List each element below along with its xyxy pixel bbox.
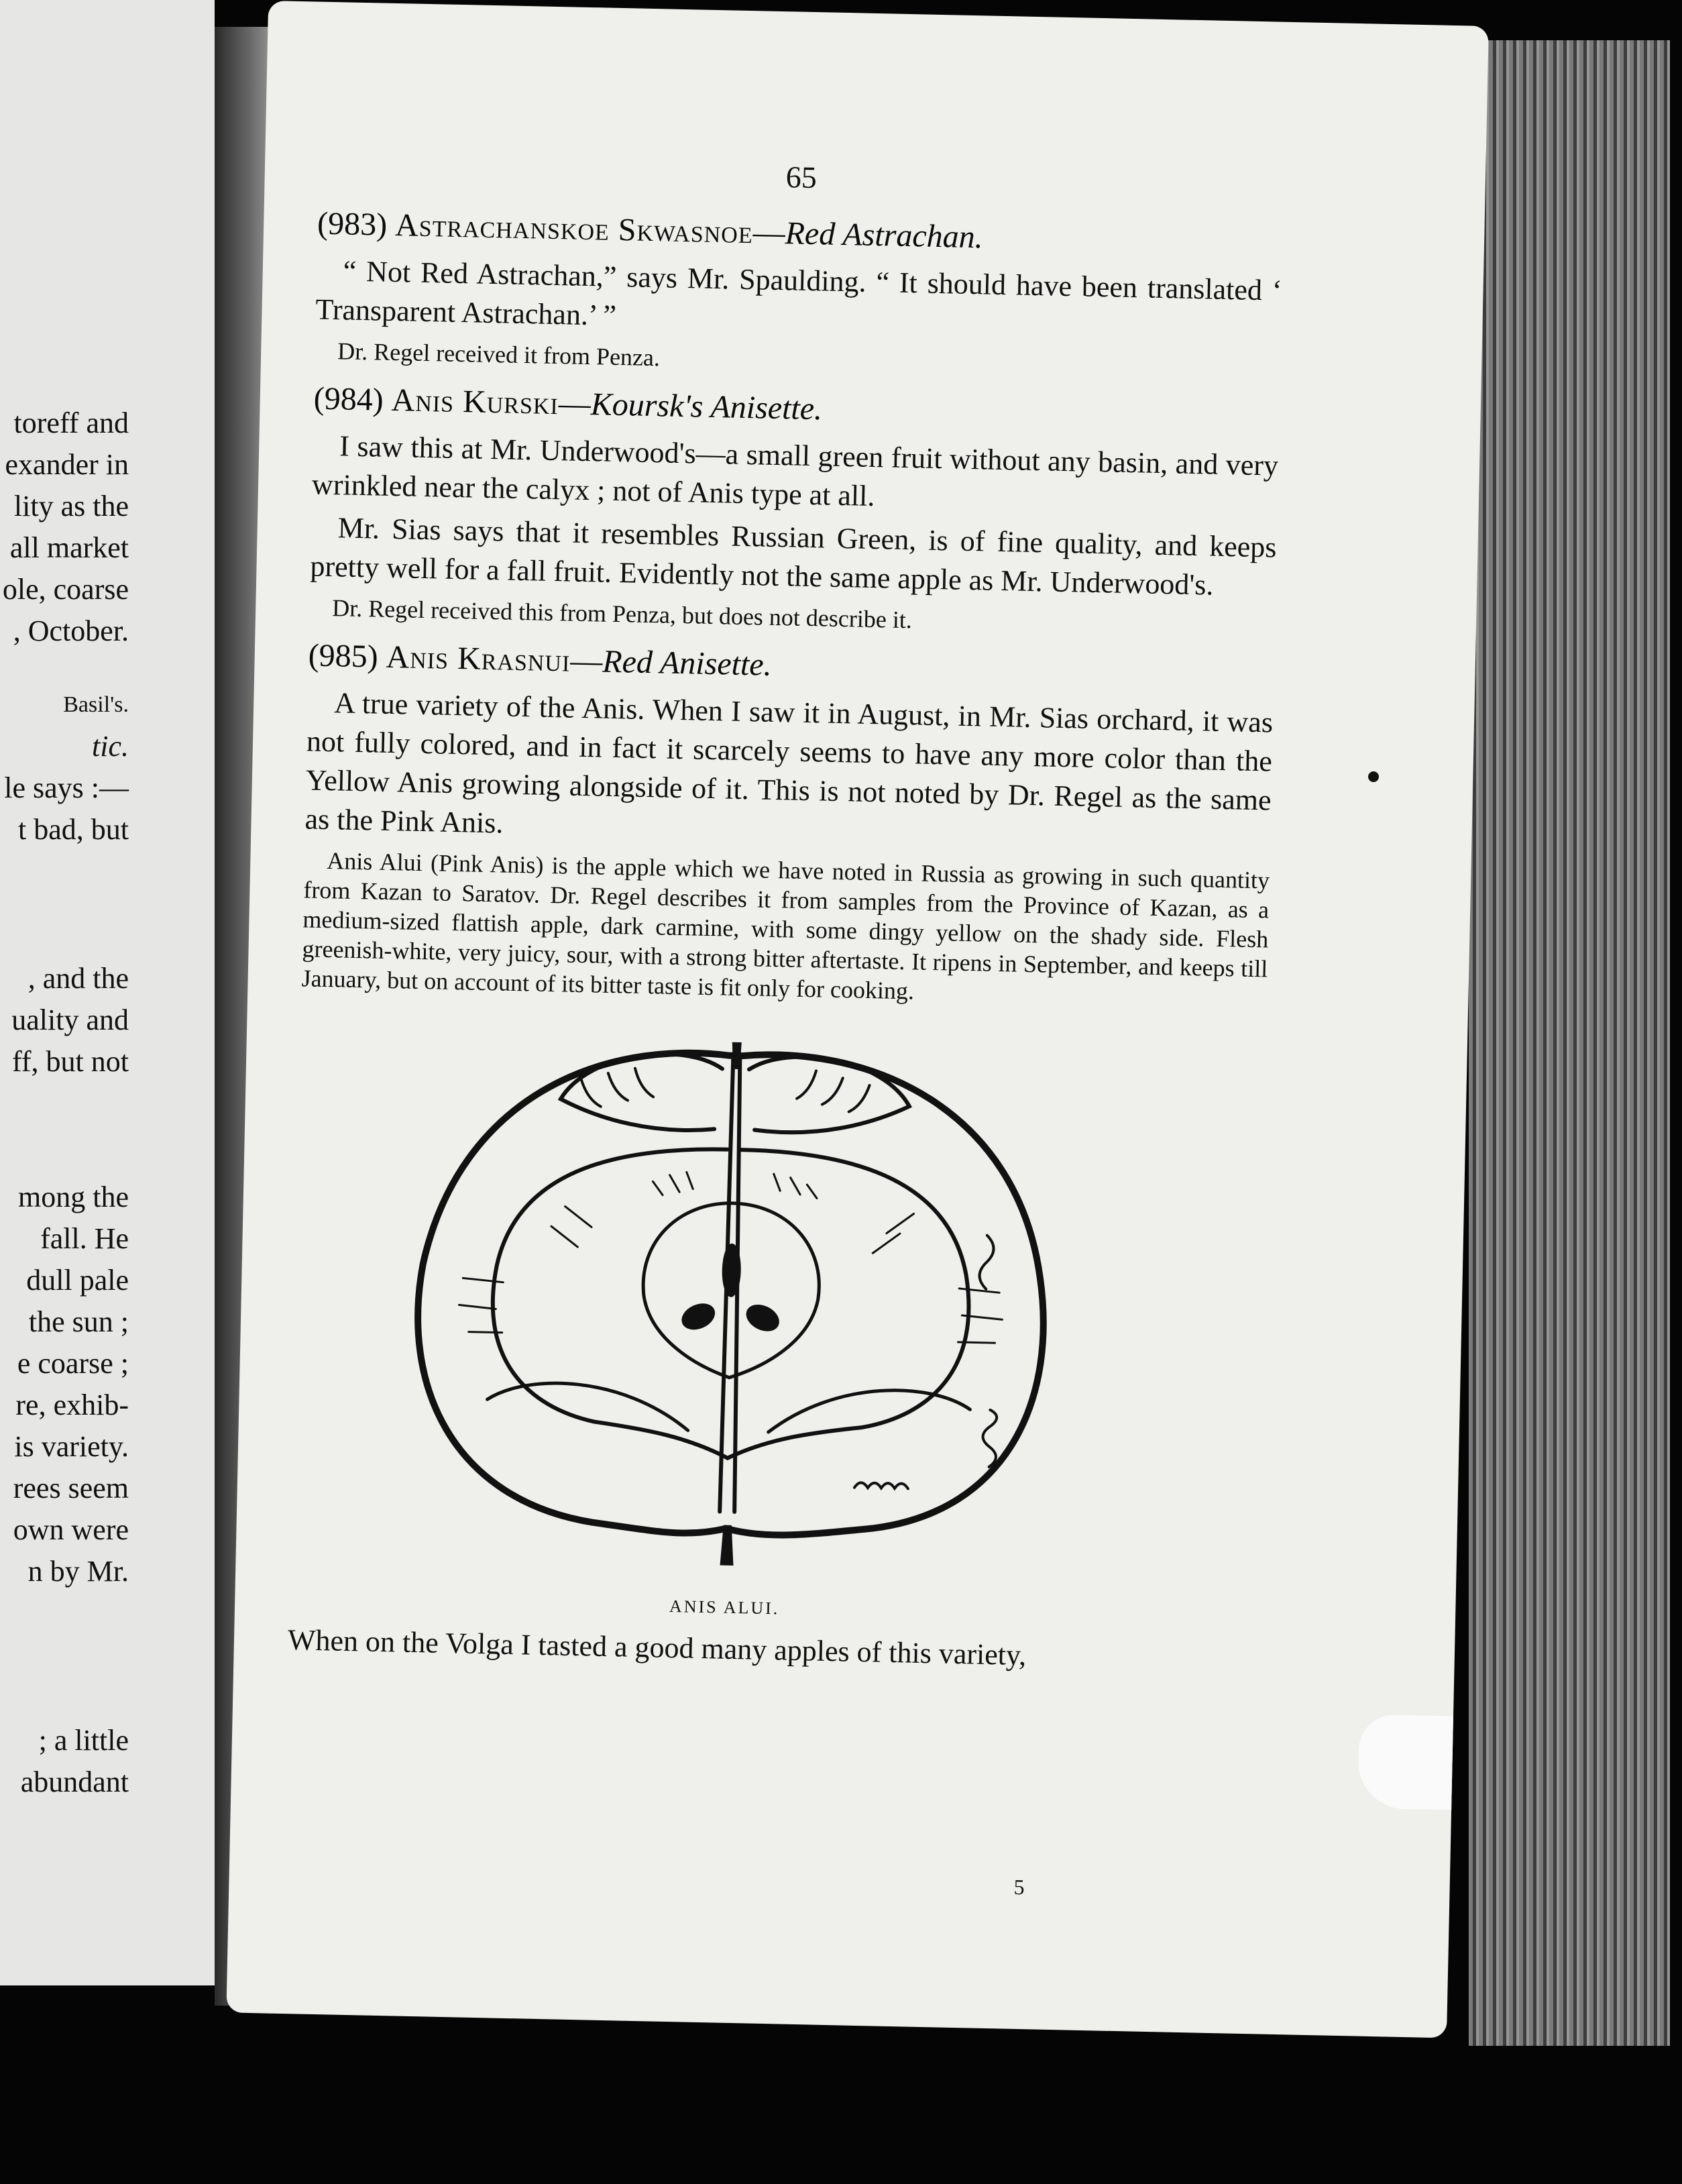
entry-dash: —	[569, 643, 603, 679]
entry-note: Anis Alui (Pink Anis) is the apple which we have noted in Russia as growing in such quantity from Kazan to Saratov. Dr. Regel describes it from samples from the Province of Kazan, as a medium-sized flattish apple, dark carmine, with some dingy yellow on the shady side. Flesh greenish-white, very juicy, sour, with a strong bitter aftertaste. It ripens in September, and keeps till January, but on account of its bitter taste is fit only for cooking.	[301, 847, 1270, 1005]
left-line: ff, but not	[12, 1045, 129, 1078]
left-line: t bad, but	[18, 813, 129, 846]
entry-name: Anis Kurski	[391, 382, 559, 422]
left-line: n by Mr.	[27, 1555, 129, 1588]
left-line: Basil's.	[63, 692, 129, 717]
entry-heading	[317, 205, 1284, 262]
left-line: re, exhib-	[15, 1388, 129, 1421]
page-number: 65	[785, 160, 818, 195]
entry-translation: Red Anisette.	[602, 643, 773, 683]
left-line: mong the	[18, 1181, 129, 1213]
entry-number: (985)	[308, 637, 379, 675]
entry-paragraph: I saw this at Mr. Underwood's—a small green fruit without any basin, and very wrinkled near the calyx ; not of Anis type at all.	[311, 429, 1279, 513]
left-line: e coarse ;	[17, 1347, 129, 1380]
entry-heading	[313, 380, 1280, 437]
left-line: lity as the	[13, 490, 129, 523]
left-line: all market	[9, 531, 129, 564]
entry-note: Dr. Regel received it from Penza.	[337, 337, 661, 372]
left-line: abundant	[20, 1765, 129, 1798]
left-line: dull pale	[26, 1264, 129, 1297]
apple-cross-section-figure	[389, 1022, 1072, 1625]
entry-paragraph: “ Not Red Astrachan,” says Mr. Spaulding. “ It should have been translated ‘ Transparent Astrachan.’ ”	[315, 254, 1282, 332]
continuation-line: When on the Volga I tasted a good many apples of this variety,	[287, 1623, 1027, 1672]
page-content	[287, 2, 1287, 1680]
entry-name: Anis Krasnui	[386, 639, 571, 679]
page-edges	[1469, 40, 1670, 2046]
entry-translation: Koursk's Anisette.	[590, 386, 823, 427]
entry-name: Astrachanskoe Skwasnoe	[394, 207, 754, 251]
right-page	[226, 1, 1488, 2038]
left-line: the sun ;	[28, 1305, 129, 1338]
left-page-text	[3, 402, 129, 1803]
left-line: is variety.	[14, 1430, 129, 1463]
figure-caption: ANIS ALUI.	[669, 1596, 780, 1619]
left-line: toreff and	[13, 406, 129, 439]
entry-dash: —	[558, 386, 592, 423]
left-line: fall. He	[40, 1222, 129, 1255]
left-line: exander in	[5, 448, 129, 481]
entry-paragraph: A true variety of the Anis. When I saw it in August, in Mr. Sias orchard, it was not fully colored, and in fact it scarcely seems to have any more color than the Yellow Anis growing alongside of it. This is not noted by Dr. Regel as the same as the Pink Anis.	[304, 686, 1274, 840]
entry-dash: —	[752, 215, 786, 252]
left-line: , October.	[13, 614, 129, 647]
entry-paragraph: Mr. Sias says that it resembles Russian Green, is of fine quality, and keeps pretty well for a fall fruit. Evidently not the same apple as Mr. Underwood's.	[310, 511, 1277, 602]
left-line: ole, coarse	[2, 573, 129, 606]
entry-translation: Red Astrachan.	[785, 215, 984, 256]
left-line: ; a little	[38, 1724, 129, 1757]
entry-number: (984)	[313, 380, 384, 418]
left-line: uality and	[11, 1003, 129, 1036]
left-line: own were	[13, 1513, 129, 1546]
signature-mark: 5	[1013, 1874, 1025, 1900]
entry-note: Dr. Regel received this from Penza, but does not describe it.	[331, 594, 913, 634]
entry-heading	[308, 637, 1274, 694]
left-line: tic.	[92, 730, 129, 763]
entry-number: (983)	[317, 205, 388, 243]
left-page	[0, 0, 215, 1985]
left-line: le says :—	[4, 771, 129, 804]
apple-cross-section-illustration	[390, 1022, 1072, 1599]
left-line: , and the	[27, 962, 129, 995]
left-line: rees seem	[13, 1472, 129, 1505]
ink-dot	[1368, 771, 1379, 782]
